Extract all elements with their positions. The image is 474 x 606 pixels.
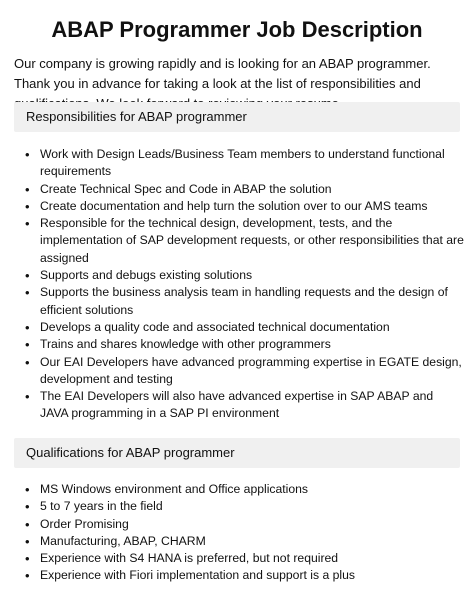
qualifications-section-header [14,438,460,468]
list-item: • Trains and shares knowledge with other programmers [24,336,464,353]
list-item: • The EAI Developers will also have advanced expertise in SAP ABAP and JAVA programming in a SAP PI environment [24,388,464,423]
list-item: • Our EAI Developers have advanced programming expertise in EGATE design, development and testing [24,354,464,389]
list-item: • 5 to 7 years in the field [24,498,464,515]
list-item: • Supports and debugs existing solutions [24,267,464,284]
responsibilities-heading: Responsibilities for ABAP programmer [26,109,247,124]
list-item: • Manufacturing, ABAP, CHARM [24,533,464,550]
list-item: • Create Technical Spec and Code in ABAP the solution [24,181,464,198]
qualifications-heading: Qualifications for ABAP programmer [26,445,235,460]
list-item: • Work with Design Leads/Business Team members to understand functional requirements [24,146,464,181]
page-title: ABAP Programmer Job Description [51,16,423,42]
list-item: • Experience with Fiori implementation and support is a plus [24,567,464,584]
list-item: • Experience with S4 HANA is preferred, but not required [24,550,464,567]
responsibilities-section-header [14,102,460,132]
list-item: • MS Windows environment and Office applications [24,481,464,498]
list-item: • Responsible for the technical design, development, tests, and the implementation of SAP development requests, or other responsibilities that are assigned [24,215,464,267]
list-item: • Create documentation and help turn the solution over to our AMS teams [24,198,464,215]
intro-paragraph: Our company is growing rapidly and is looking for an ABAP programmer. Thank you in advance for taking a look at the list of responsibilities and [14,56,431,91]
responsibilities-list [24,146,464,423]
qualifications-list [24,481,464,585]
list-item: • Develops a quality code and associated technical documentation [24,319,464,336]
list-item: • Supports the business analysis team in handling requests and the design of efficient solutions [24,284,464,319]
list-item: • Order Promising [24,516,464,533]
